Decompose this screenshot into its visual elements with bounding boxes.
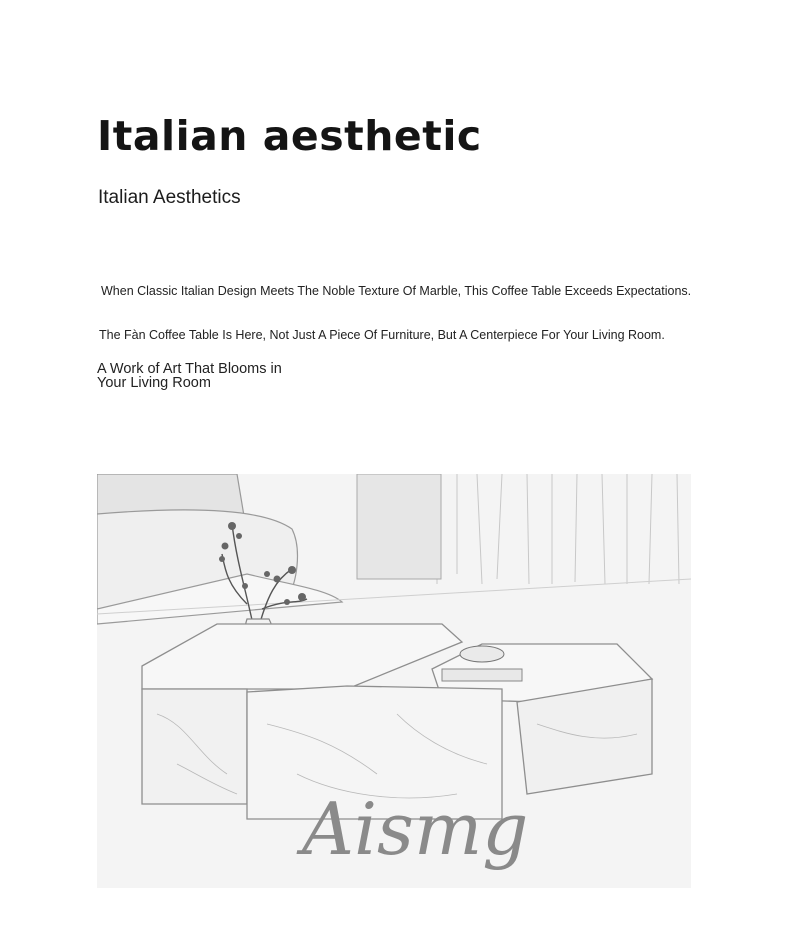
coffee-table-sketch xyxy=(97,474,691,888)
product-photo xyxy=(97,474,691,888)
tagline-line: Your Living Room xyxy=(97,375,211,391)
subtitle: Italian Aesthetics xyxy=(98,187,241,208)
bowl xyxy=(460,646,504,662)
description-paragraph: The Fàn Coffee Table Is Here, Not Just A Piece Of Furniture, But A Centerpiece For Your Living Room. xyxy=(99,328,665,342)
tagline xyxy=(97,362,327,390)
watermark: Aismg xyxy=(302,787,529,871)
description-paragraph: When Classic Italian Design Meets The Noble Texture Of Marble, This Coffee Table Exceeds Expectations. xyxy=(101,284,692,298)
tagline-line: A Work of Art That Blooms in xyxy=(97,361,282,377)
book xyxy=(442,669,522,681)
page-title: Italian aesthetic xyxy=(97,112,482,160)
